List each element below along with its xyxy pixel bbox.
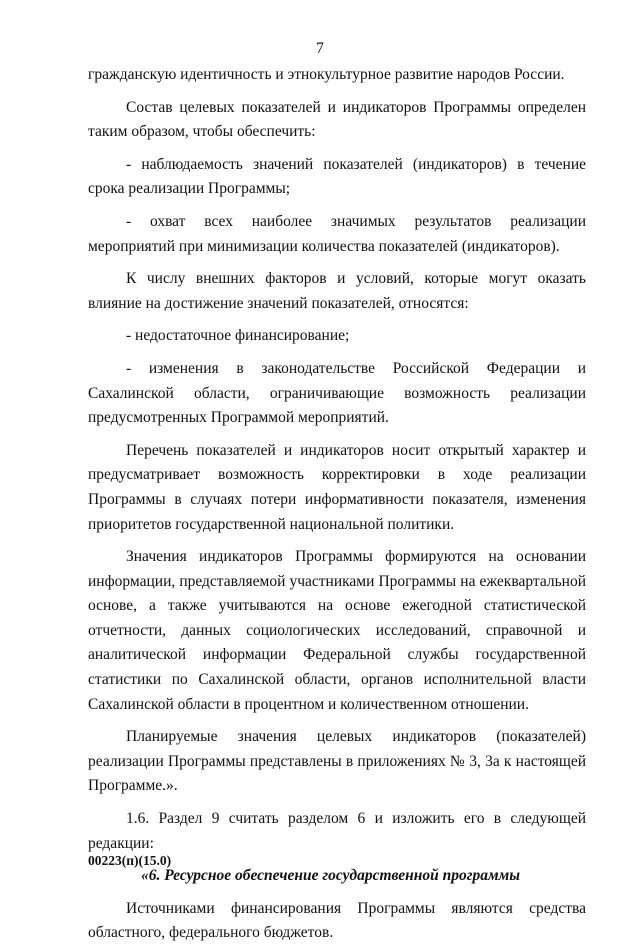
document-body xyxy=(88,63,586,946)
paragraph-continuation: гражданскую идентичность и этнокультурное развитие народов России. xyxy=(88,66,565,83)
paragraph-planned-values: Планируемые значения целевых индикаторов (показателей) реализации Программы представлены в приложениях № 3, 3а к настоящей Программе.». xyxy=(88,728,586,795)
list-item-coverage: - охват всех наиболее значимых результатов реализации мероприятий при минимизации количества показателей (индикаторов). xyxy=(88,212,586,255)
paragraph-section-change: 1.6. Раздел 9 считать разделом 6 и изложить его в следующей редакции: xyxy=(88,810,586,852)
list-item-legislation-changes: - изменения в законодательстве Российской Федерации и Сахалинской области, ограничивающие возможность реализации предусмотренных Программой мероприятий. xyxy=(88,359,586,427)
list-item-observability: - наблюдаемость значений показателей (индикаторов) в течение срока реализации Программы; xyxy=(88,155,586,198)
list-item-insufficient-funding: - недостаточное финансирование; xyxy=(126,327,350,345)
document-code: 00223(п)(15.0) xyxy=(88,853,172,868)
paragraph-indicators-composition: Состав целевых показателей и индикаторов Программы определен таким образом, чтобы обеспечить: xyxy=(88,98,586,141)
paragraph-indicator-values: Значения индикаторов Программы формируются на основании информации, представляемой участниками Программы на ежеквартальной основе, а также учитываются на основе ежегодной статистической отчетности, данных социологических исследований, справочной и аналитической информации Федеральной службы государственной статистики по Сахалинской области, органов исполнительной власти Сахалинской области в процентном и количественном отношении. xyxy=(88,548,586,713)
paragraph-funding-sources: Источниками финансирования Программы являются средства областного, федерального бюджетов. xyxy=(88,899,586,942)
page-number: 7 xyxy=(316,40,324,57)
paragraph-external-factors: К числу внешних факторов и условий, которые могут оказать влияние на достижение значений показателей, относятся: xyxy=(88,270,586,312)
section-heading: «6. Ресурсное обеспечение государственной программы xyxy=(141,867,520,885)
paragraph-indicators-list: Перечень показателей и индикаторов носит открытый характер и предусматривает возможность корректировки в ходе реализации Программы в случаях потери информативности показателя, изменения приоритетов государственной национальной политики. xyxy=(88,441,586,533)
